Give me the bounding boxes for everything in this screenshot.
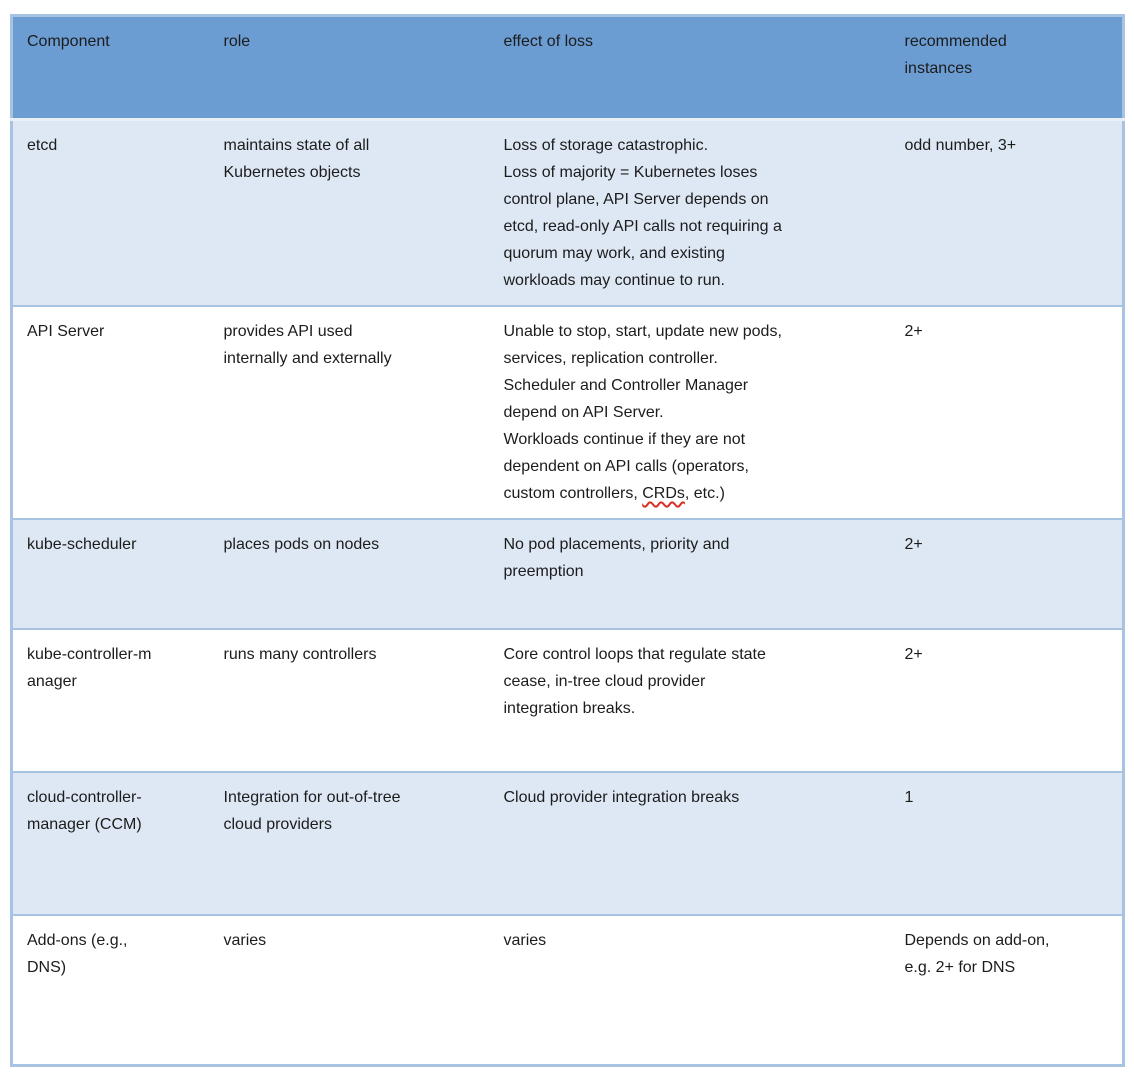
table-body (12, 120, 1124, 1066)
table-row-cloud-controller-manager (12, 772, 1124, 915)
cell-cloud-controller-manager-effect: Cloud provider integration breaks (490, 772, 891, 915)
cell-etcd-role: maintains state of all Kubernetes objects (210, 120, 490, 307)
table-row-kube-controller-manager (12, 629, 1124, 772)
column-header-instances: recommended instances (891, 16, 1124, 120)
cell-cloud-controller-manager-instances: 1 (891, 772, 1124, 915)
cell-api-server-role: provides API used internally and externally (210, 306, 490, 519)
cell-api-server-instances: 2+ (891, 306, 1124, 519)
header-row (12, 16, 1124, 120)
table-row-etcd (12, 120, 1124, 307)
cell-add-ons-instances: Depends on add-on, e.g. 2+ for DNS (891, 915, 1124, 1065)
table-row-api-server (12, 306, 1124, 519)
cell-kube-scheduler-instances: 2+ (891, 519, 1124, 629)
cell-kube-controller-manager-effect: Core control loops that regulate state cease, in-tree cloud provider integration breaks. (490, 629, 891, 772)
cell-kube-scheduler-effect: No pod placements, priority and preemption (490, 519, 891, 629)
cell-add-ons-effect: varies (490, 915, 891, 1065)
cell-cloud-controller-manager-component: cloud-controller- manager (CCM) (12, 772, 210, 915)
spellcheck-underline-crds: CRDs (642, 485, 685, 502)
cell-kube-scheduler-component: kube-scheduler (12, 519, 210, 629)
cell-api-server-component: API Server (12, 306, 210, 519)
cell-etcd-instances: odd number, 3+ (891, 120, 1124, 307)
cell-etcd-component: etcd (12, 120, 210, 307)
column-header-component: Component (12, 16, 210, 120)
cell-api-server-effect: Unable to stop, start, update new pods, services, replication controller. Scheduler and Controller Manager depend on API Server. Workloads continue if they are not dependent on API calls (operators, custom controllers, CRDs, etc.) (490, 306, 891, 519)
cell-add-ons-role: varies (210, 915, 490, 1065)
table-header (12, 16, 1124, 120)
cell-add-ons-component: Add-ons (e.g., DNS) (12, 915, 210, 1065)
cell-kube-controller-manager-role: runs many controllers (210, 629, 490, 772)
components-table (10, 14, 1125, 1067)
table-row-add-ons (12, 915, 1124, 1065)
table-row-kube-scheduler (12, 519, 1124, 629)
cell-kube-controller-manager-component: kube-controller-m anager (12, 629, 210, 772)
column-header-effect: effect of loss (490, 16, 891, 120)
cell-kube-scheduler-role: places pods on nodes (210, 519, 490, 629)
cell-etcd-effect: Loss of storage catastrophic. Loss of majority = Kubernetes loses control plane, API Server depends on etcd, read-only API calls not requiring a quorum may work, and existing workloads may continue to run. (490, 120, 891, 307)
cell-kube-controller-manager-instances: 2+ (891, 629, 1124, 772)
cell-cloud-controller-manager-role: Integration for out-of-tree cloud providers (210, 772, 490, 915)
column-header-role: role (210, 16, 490, 120)
